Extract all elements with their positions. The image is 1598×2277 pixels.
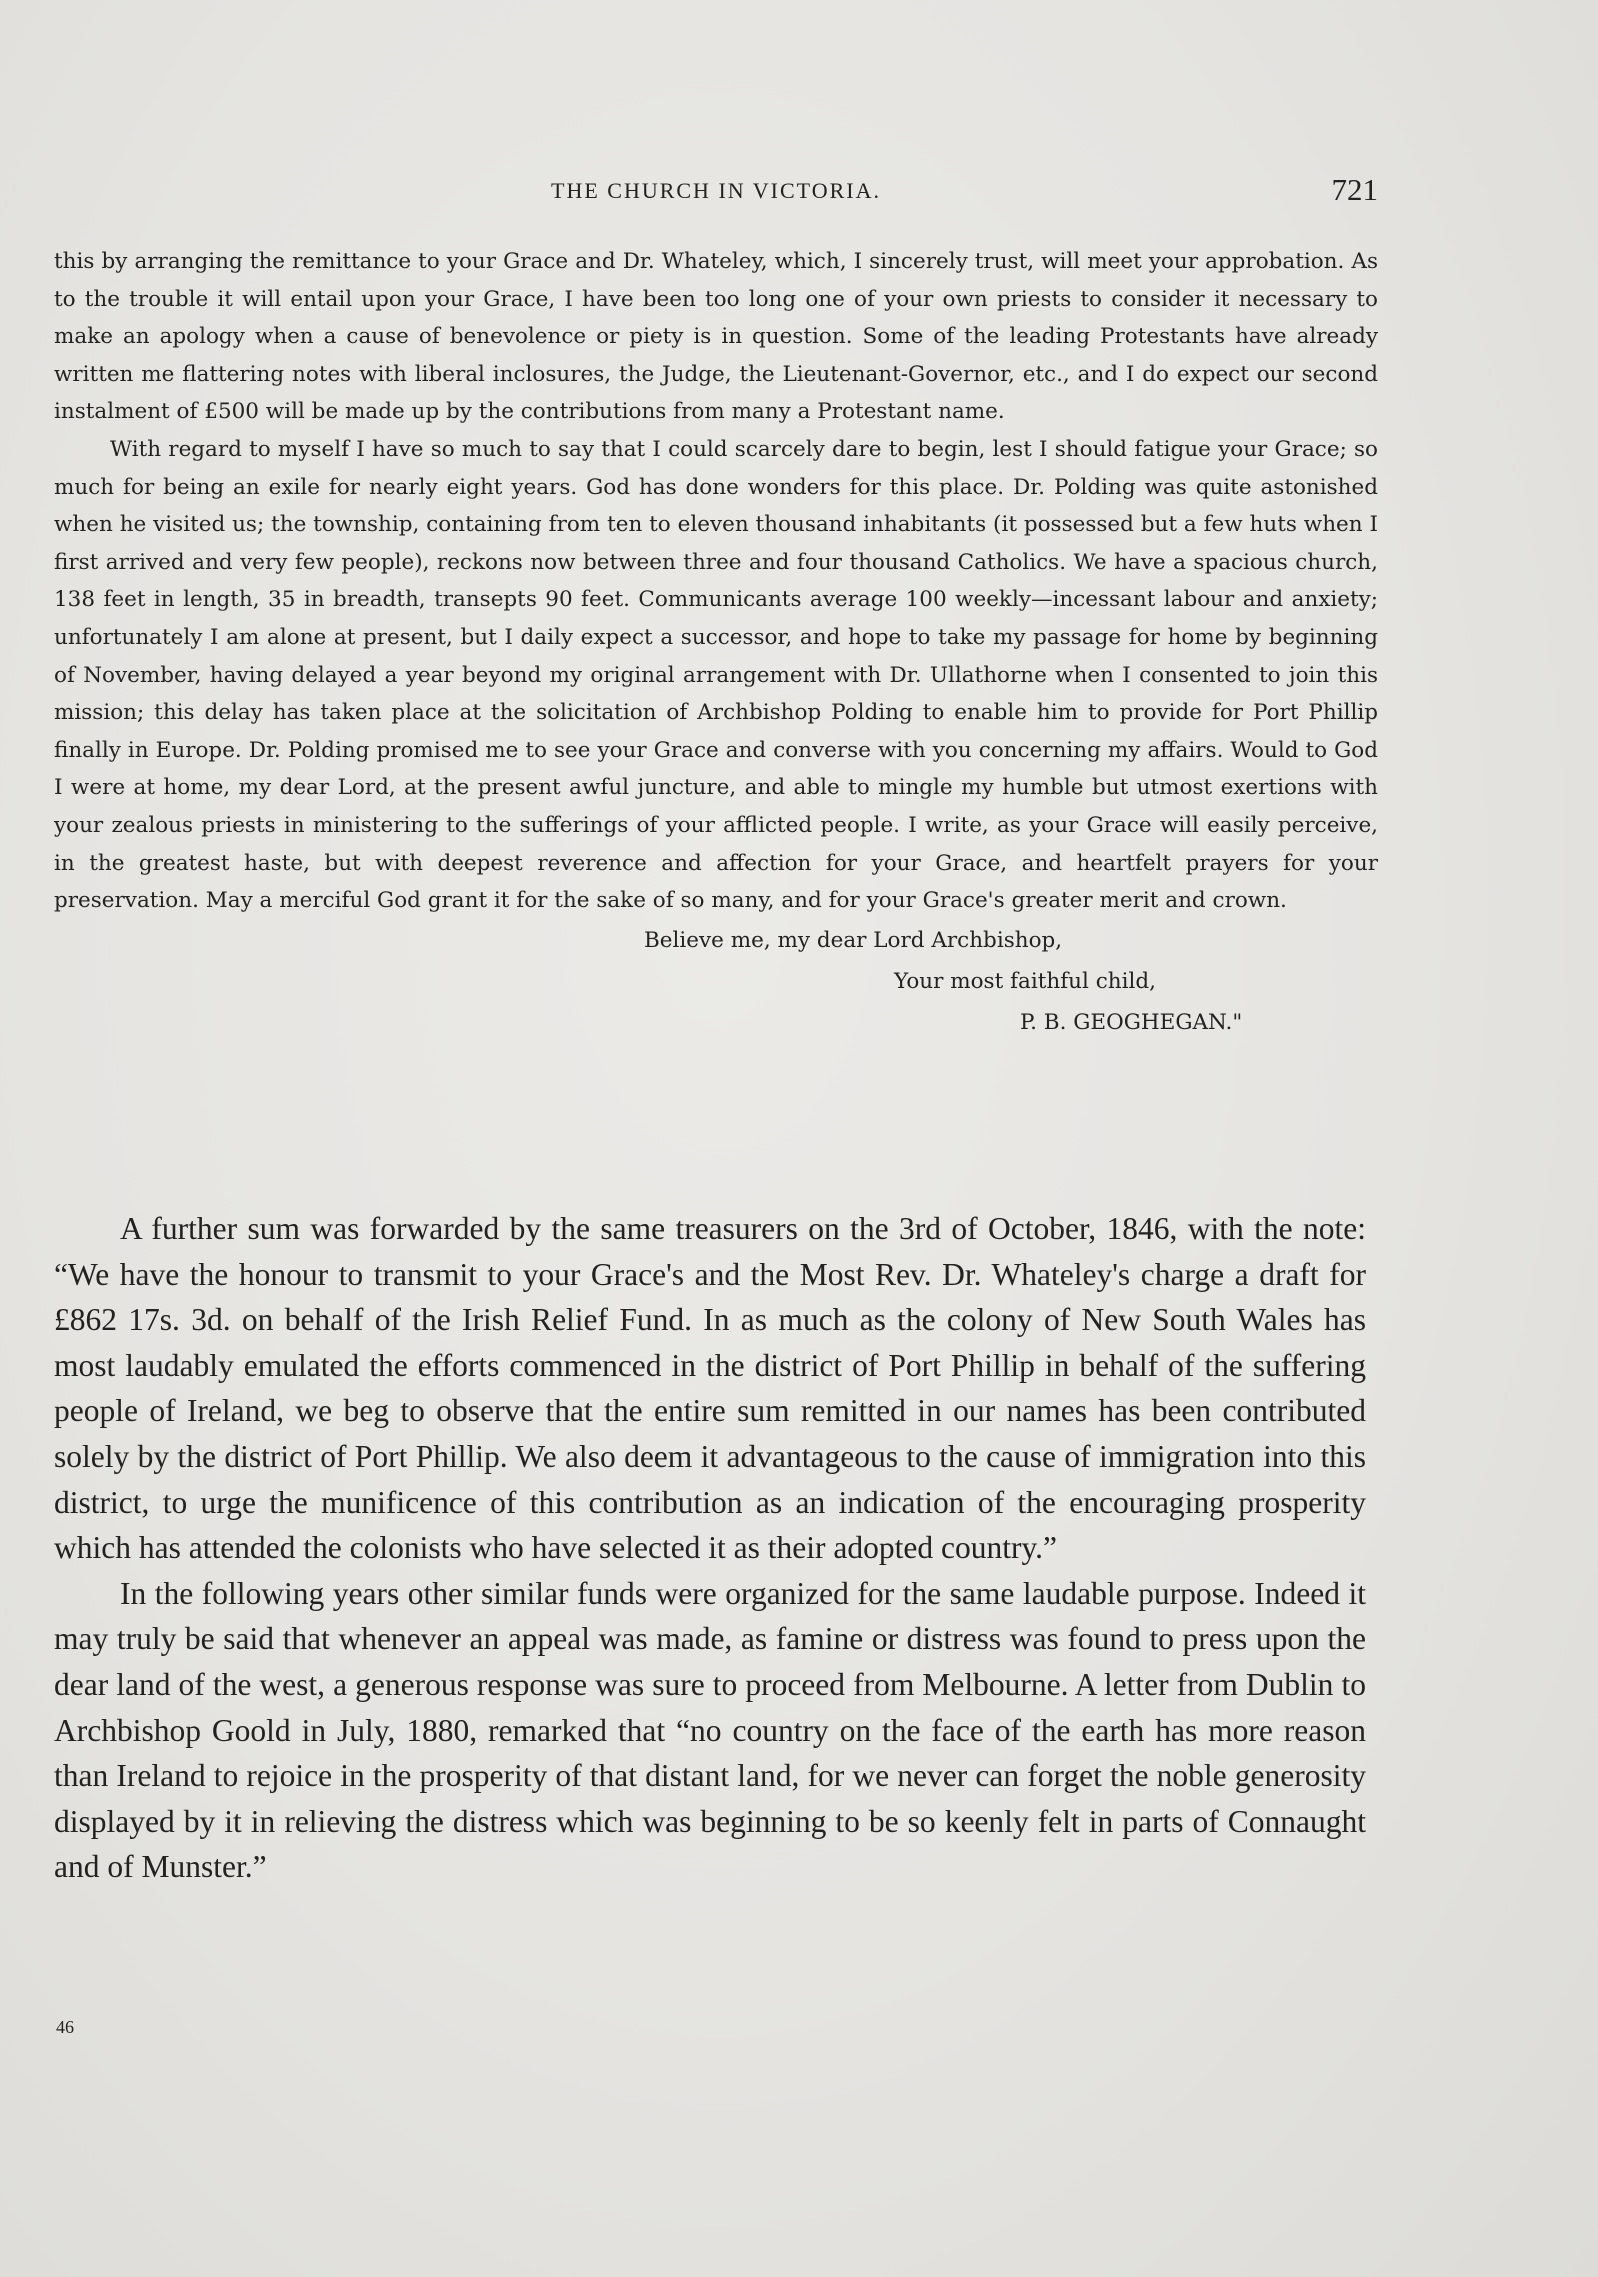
letter-closing — [54, 920, 1378, 1043]
closing-salutation: Believe me, my dear Lord Archbishop, — [644, 927, 1063, 953]
letter-paragraph: With regard to myself I have so much to say that I could scarcely dare to begin, lest I should fatigue your Grace; so much for being an exile for nearly eight years. God has done wonders for this place. Dr. Polding was quite astonished when he visited us; the township, containing from ten to eleven thousand inhabitants (it possessed but a few huts when I first arrived and very few people), reckons now between three and four thousand Catholics. We have a spacious church, 138 feet in length, 35 in breadth, transepts 90 feet. Communicants average 100 weekly—incessant labour and anxiety; unfortunately I am alone at present, but I daily expect a successor, and hope to take my passage for home by beginning of November, having delayed a year beyond my original arrangement with Dr. Ullathorne when I consented to join this mission; this delay has taken place at the solicitation of Archbishop Polding to enable him to provide for Port Phillip finally in Europe. Dr. Polding promised me to see your Grace and converse with you concerning my affairs. Would to God I were at home, my dear Lord, at the present awful juncture, and able to mingle my humble but utmost exertions with your zealous priests in ministering to the sufferings of your afflicted people. I write, as your Grace will easily perceive, in the greatest haste, but with deepest reverence and affection for your Grace, and heartfelt prayers for your preservation. May a merciful God grant it for the sake of so many, and for your Grace's greater merit and crown. — [54, 436, 1378, 914]
quoted-letter — [54, 243, 1378, 1043]
closing-signature: P. B. GEOGHEGAN." — [1020, 1009, 1243, 1035]
page-header — [54, 172, 1378, 212]
body-paragraph: A further sum was forwarded by the same treasurers on the 3rd of October, 1846, with the note: “We have the honour to transmit to your Grace's and the Most Rev. Dr. Whateley's charge a draft for £862 17s. 3d. on behalf of the Irish Relief Fund. In as much as the colony of New South Wales has most laudably emulated the efforts commenced in the district of Port Phillip in behalf of the suffering people of Ireland, we beg to observe that the entire sum remitted in our names has been contributed solely by the district of Port Phillip. We also deem it advantageous to the cause of immigration into this district, to urge the munificence of this contribution as an indication of the encouraging prosperity which has attended the colonists who have selected it as their adopted country.” — [54, 1211, 1366, 1566]
page-number: 721 — [1331, 172, 1378, 207]
body-paragraph: In the following years other similar funds were organized for the same laudable purpose. Indeed it may truly be said that whenever an appeal was made, as famine or distress was found to press upon the dear land of the west, a generous response was sure to proceed from Melbourne. A letter from Dublin to Archbishop Goold in July, 1880, remarked that “no country on the face of the earth has more reason than Ireland to rejoice in the prosperity of that distant land, for we never can forget the noble generosity displayed by it in relieving the distress which was beginning to be so keenly felt in parts of Connaught and of Munster.” — [54, 1575, 1366, 1885]
printer-signature-mark: 46 — [56, 2017, 74, 2037]
letter-paragraph: this by arranging the remittance to your Grace and Dr. Whateley, which, I sincerely trust, will meet your approbation. As to the trouble it will entail upon your Grace, I have been too long one of your own priests to consider it necessary to make an apology when a cause of benevolence or piety is in question. Some of the leading Protestants have already written me flattering notes with liberal inclosures, the Judge, the Lieutenant-Governor, etc., and I do expect our second instalment of £500 will be made up by the contributions from many a Protestant name. — [54, 249, 1378, 425]
closing-valediction: Your most faithful child, — [894, 968, 1156, 994]
running-title: THE CHURCH IN VICTORIA. — [551, 178, 881, 203]
main-text — [54, 1206, 1366, 1890]
